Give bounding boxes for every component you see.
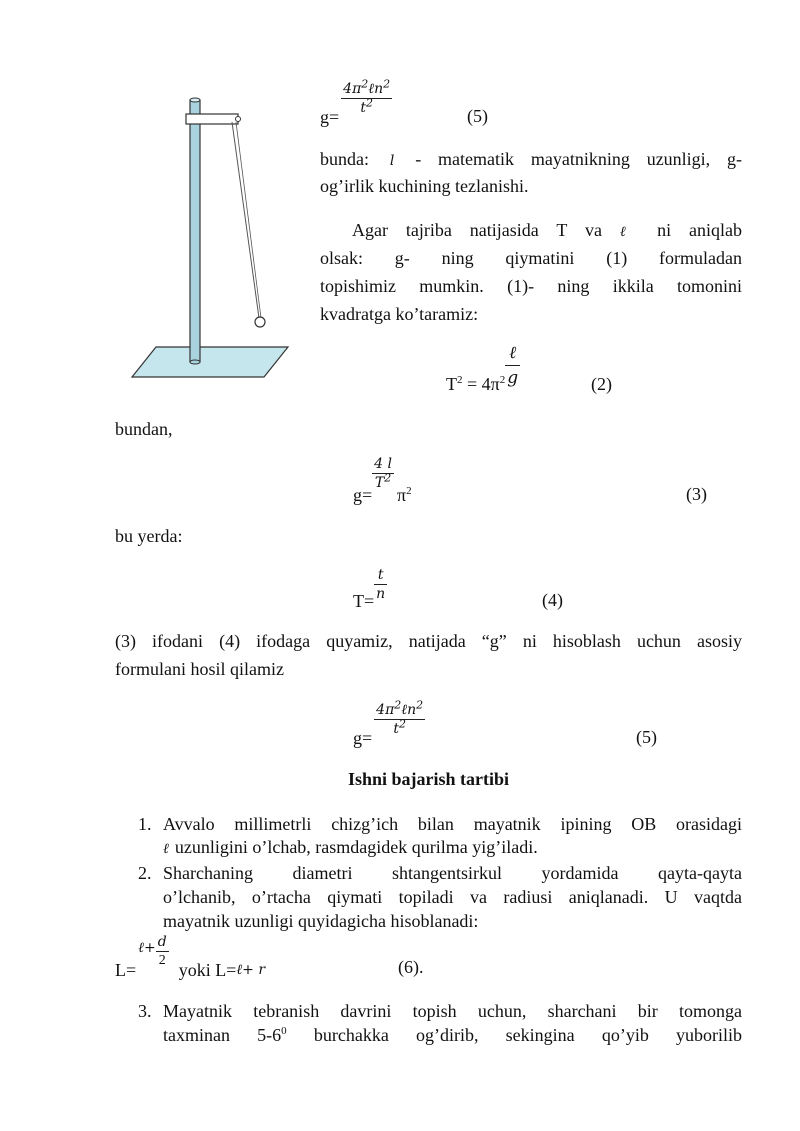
equation-number-6: (6). <box>398 957 424 977</box>
list-item-1-line2: ℓ uzunligini o’lchab, rasmdagidek qurilma yig’iladi. <box>163 837 538 857</box>
list-number-3: 3. <box>138 1001 152 1021</box>
para-ifoda-line2: formulani hosil qilamiz <box>115 659 284 679</box>
pendulum-bob <box>255 317 265 327</box>
para-agar-line3: topishimiz mumkin. (1)- ning ikkila tomonini <box>320 276 742 296</box>
formula-4: T= $\frac{t}{n}$ <box>353 567 386 611</box>
list-item-2-line1: Sharchaning diametri shtangentsirkul yordamida qayta-qayta <box>163 863 742 883</box>
para-agar-line4: kvadratga ko’taramiz: <box>320 304 479 324</box>
formula-5-top: g= $\frac{4\pi^2\ell n^2}{t^2}$ <box>320 77 391 127</box>
equation-number-5-top: (5) <box>467 106 488 126</box>
text-bu-yerda: bu yerda: <box>115 526 183 546</box>
list-item-2-line3: mayatnik uzunligi quyidagicha hisoblanadi: <box>163 911 479 931</box>
formula-2: $T^2 = 4\pi^2$ $\frac{\text{ℓ}}{g}$ <box>446 343 519 394</box>
para-agar-line2: olsak: g- ning qiymatini (1) formuladan <box>320 248 742 268</box>
para-bunda-line2: og’irlik kuchining tezlanishi. <box>320 176 529 196</box>
equation-number-3: (3) <box>686 484 707 504</box>
pendulum-base-plate <box>132 347 288 377</box>
para-agar-line1: Agar tajriba natijasida T va ℓ ni aniqlab <box>352 220 743 240</box>
formula-6: L=ℓ+ $\frac{d}{2}$ yoki $L=_{\ell+ r}$ <box>115 934 266 980</box>
equation-number-5-bottom: (5) <box>636 727 657 747</box>
equation-number-2: (2) <box>591 374 612 394</box>
formula-3: g= $\frac{4 l}{T^2}$ $\pi^2$ <box>353 456 412 505</box>
list-number-2: 2. <box>138 863 152 883</box>
pendulum-stand-rod <box>190 100 200 362</box>
list-item-3-line2: taxminan $5-6^0$ burchakka og’dirib, sekingina qo’yib yuborilib <box>163 1025 742 1045</box>
pendulum-thread <box>232 122 259 318</box>
list-item-2-line2: o’lchanib, o’rtacha qiymati topiladi va radiusi aniqlanadi. U vaqtda <box>163 887 742 907</box>
para-bunda-line1: bunda: l - matematik mayatnikning uzunligi, g- <box>320 149 743 169</box>
list-item-3-line1: Mayatnik tebranish davrini topish uchun, sharchani bir tomonga <box>163 1001 742 1021</box>
text-bundan: bundan, <box>115 419 173 439</box>
formula-5-bottom: g= $\frac{4\pi^2\ell n^2}{t^2}$ <box>353 698 424 748</box>
section-heading: Ishni bajarish tartibi <box>347 769 510 789</box>
list-number-1: 1. <box>138 814 152 834</box>
list-item-1-line1: Avvalo millimetrli chizg’ich bilan mayatnik ipining OB orasidagi <box>163 814 742 834</box>
pendulum-clamp <box>186 114 238 124</box>
para-ifoda-line1: (3) ifodani (4) ifodaga quyamiz, natijada “g” ni hisoblash uchun asosiy <box>115 631 742 651</box>
equation-number-4: (4) <box>542 590 563 610</box>
pendulum-illustration <box>128 90 298 390</box>
